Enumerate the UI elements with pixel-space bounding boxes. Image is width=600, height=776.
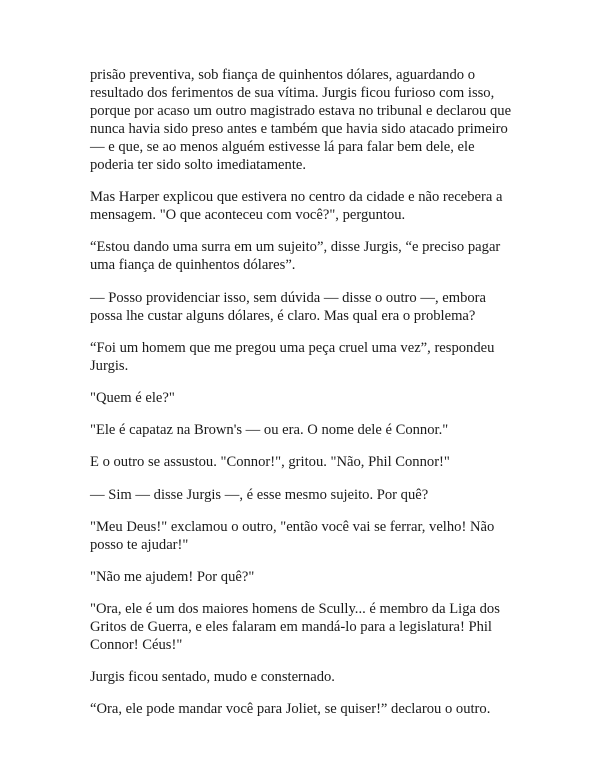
paragraph: — Sim — disse Jurgis —, é esse mesmo sujeito. Por quê? xyxy=(90,486,429,503)
paragraph: "Ora, ele é um dos maiores homens de Scully... é membro da Liga dos Gritos de Guerra, e eles falaram em mandá-lo para a legislatura! Phil Connor! Céus!" xyxy=(90,601,500,654)
paragraph: “Ora, ele pode mandar você para Joliet, se quiser!” declarou o outro. xyxy=(90,701,491,718)
paragraph: Mas Harper explicou que estivera no centro da cidade e não recebera a mensagem. "O que aconteceu com você?", perguntou. xyxy=(90,189,503,224)
paragraph: prisão preventiva, sob fiança de quinhentos dólares, aguardando o resultado dos ferimentos de sua vítima. Jurgis ficou furioso com isso, porque por acaso um outro magistrado estava no tribunal e declarou que nunca havia sido preso antes e também que havia sido atacado primeiro — e que, se ao menos alguém estivesse lá para falar bem dele, ele poderia ter sido solto imediatamente. xyxy=(90,67,512,173)
paragraph: — Posso providenciar isso, sem dúvida — disse o outro —, embora possa lhe custar alguns dólares, é claro. Mas qual era o problema? xyxy=(90,289,487,324)
paragraph: "Não me ajudem! Por quê?" xyxy=(90,568,255,585)
document-body xyxy=(90,66,520,733)
paragraph: "Quem é ele?" xyxy=(90,389,175,406)
paragraph: “Foi um homem que me pregou uma peça cruel uma vez”, respondeu Jurgis. xyxy=(90,339,495,374)
paragraph: "Meu Deus!" exclamou o outro, "então você vai se ferrar, velho! Não posso te ajudar!" xyxy=(90,518,495,553)
paragraph: Jurgis ficou sentado, mudo e consternado. xyxy=(90,669,335,686)
paragraph: “Estou dando uma surra em um sujeito”, disse Jurgis, “e preciso pagar uma fiança de quinhentos dólares”. xyxy=(90,239,501,274)
paragraph: E o outro se assustou. "Connor!", gritou. "Não, Phil Connor!" xyxy=(90,454,450,471)
paragraph: "Ele é capataz na Brown's — ou era. O nome dele é Connor." xyxy=(90,422,449,439)
